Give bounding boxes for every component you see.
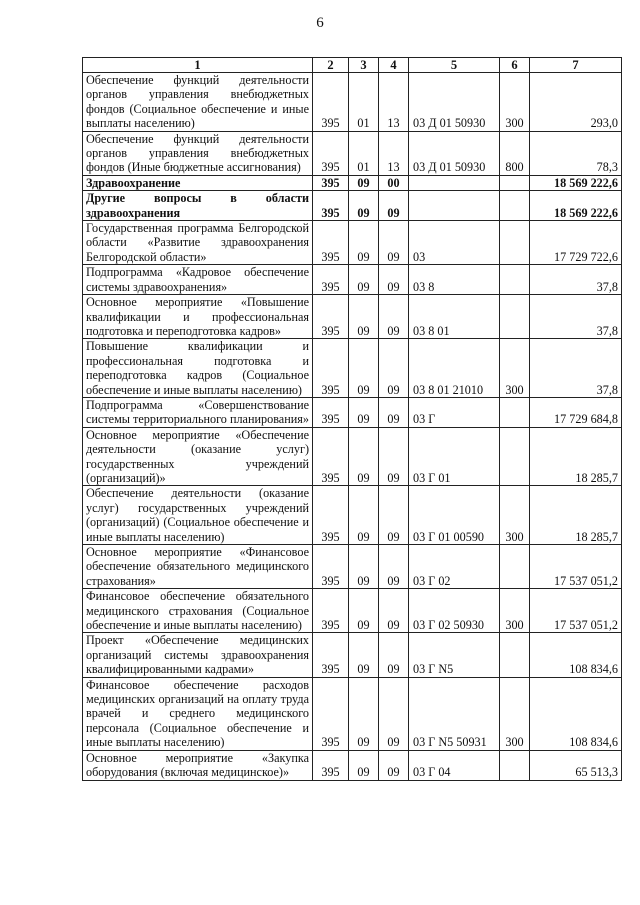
cell-c5 [409, 175, 500, 190]
table-row [83, 131, 622, 175]
cell-c5: 03 Г N5 50931 [409, 677, 500, 750]
cell-c3: 09 [349, 397, 379, 427]
table-row [83, 295, 622, 339]
cell-c6 [500, 175, 530, 190]
cell-name: Подпрограмма «Кадровое обеспечение системы здравоохранения» [83, 265, 313, 295]
cell-c6: 300 [500, 73, 530, 132]
cell-c2: 395 [313, 486, 349, 545]
cell-c6 [500, 750, 530, 780]
cell-c2: 395 [313, 131, 349, 175]
cell-name: Обеспечение функций деятельности органов управления внебюджетных фондов (Социальное обеспечение и иные выплаты населению) [83, 73, 313, 132]
cell-c4: 09 [379, 191, 409, 221]
cell-c3: 09 [349, 545, 379, 589]
cell-c6 [500, 397, 530, 427]
cell-c2: 395 [313, 633, 349, 677]
cell-c7: 65 513,3 [530, 750, 622, 780]
cell-c2: 395 [313, 265, 349, 295]
cell-c6: 300 [500, 486, 530, 545]
header-col-3: 3 [349, 58, 379, 73]
cell-name: Здравоохранение [83, 175, 313, 190]
table-row [83, 633, 622, 677]
cell-c7: 108 834,6 [530, 677, 622, 750]
cell-c4: 09 [379, 545, 409, 589]
page-number: 6 [316, 15, 324, 31]
cell-name: Основное мероприятие «Обеспечение деятельности (оказание услуг) государственных учреждений (организаций)» [83, 427, 313, 486]
cell-c2: 395 [313, 545, 349, 589]
cell-c6: 800 [500, 131, 530, 175]
cell-c4: 09 [379, 265, 409, 295]
cell-c5: 03 Г 01 00590 [409, 486, 500, 545]
cell-c5: 03 Г [409, 397, 500, 427]
cell-name: Подпрограмма «Совершенствование системы территориального планирования» [83, 397, 313, 427]
cell-c2: 395 [313, 397, 349, 427]
cell-c6 [500, 295, 530, 339]
cell-c7: 17 729 722,6 [530, 221, 622, 265]
cell-c5: 03 Г 04 [409, 750, 500, 780]
cell-c6: 300 [500, 589, 530, 633]
cell-c5: 03 Г 02 50930 [409, 589, 500, 633]
cell-c2: 395 [313, 677, 349, 750]
cell-c5: 03 8 01 [409, 295, 500, 339]
table-row [83, 589, 622, 633]
cell-c5: 03 Г 01 [409, 427, 500, 486]
cell-c3: 01 [349, 73, 379, 132]
cell-c3: 09 [349, 589, 379, 633]
cell-c7: 293,0 [530, 73, 622, 132]
cell-c2: 395 [313, 339, 349, 398]
cell-c6: 300 [500, 677, 530, 750]
cell-name: Другие вопросы в области здравоохранения [83, 191, 313, 221]
cell-c3: 09 [349, 339, 379, 398]
cell-c2: 395 [313, 73, 349, 132]
cell-c2: 395 [313, 750, 349, 780]
cell-c7: 78,3 [530, 131, 622, 175]
cell-c7: 18 569 222,6 [530, 191, 622, 221]
header-col-6: 6 [500, 58, 530, 73]
cell-c3: 09 [349, 750, 379, 780]
table-row [83, 265, 622, 295]
cell-c5: 03 8 01 21010 [409, 339, 500, 398]
cell-c5: 03 Г N5 [409, 633, 500, 677]
cell-c4: 09 [379, 339, 409, 398]
cell-c7: 17 537 051,2 [530, 545, 622, 589]
cell-c6 [500, 191, 530, 221]
cell-c3: 09 [349, 427, 379, 486]
cell-c2: 395 [313, 221, 349, 265]
header-col-5: 5 [409, 58, 500, 73]
cell-c6: 300 [500, 339, 530, 398]
table-row [83, 191, 622, 221]
cell-c5 [409, 191, 500, 221]
cell-name: Обеспечение деятельности (оказание услуг) государственных учреждений (организаций) (Социальное обеспечение и иные выплаты населению) [83, 486, 313, 545]
cell-c6 [500, 221, 530, 265]
cell-c3: 09 [349, 191, 379, 221]
cell-c2: 395 [313, 427, 349, 486]
cell-c4: 09 [379, 589, 409, 633]
header-col-4: 4 [379, 58, 409, 73]
cell-c6 [500, 633, 530, 677]
cell-c4: 13 [379, 131, 409, 175]
budget-table [82, 57, 622, 781]
cell-c6 [500, 427, 530, 486]
cell-c7: 17 729 684,8 [530, 397, 622, 427]
cell-c3: 09 [349, 175, 379, 190]
cell-c7: 17 537 051,2 [530, 589, 622, 633]
cell-c2: 395 [313, 295, 349, 339]
table-row [83, 73, 622, 132]
cell-c7: 37,8 [530, 265, 622, 295]
cell-c4: 09 [379, 221, 409, 265]
cell-c3: 09 [349, 486, 379, 545]
cell-c4: 09 [379, 677, 409, 750]
table-row [83, 397, 622, 427]
header-col-1: 1 [83, 58, 313, 73]
cell-c7: 37,8 [530, 295, 622, 339]
cell-c2: 395 [313, 589, 349, 633]
cell-name: Обеспечение функций деятельности органов управления внебюджетных фондов (Иные бюджетные ассигнования) [83, 131, 313, 175]
cell-name: Основное мероприятие «Финансовое обеспечение обязательного медицинского страхования» [83, 545, 313, 589]
header-col-7: 7 [530, 58, 622, 73]
cell-c3: 09 [349, 633, 379, 677]
cell-c6 [500, 545, 530, 589]
cell-c5: 03 Г 02 [409, 545, 500, 589]
cell-name: Повышение квалификации и профессиональная подготовка и переподготовка кадров (Социальное обеспечение и иные выплаты населению) [83, 339, 313, 398]
cell-c7: 18 569 222,6 [530, 175, 622, 190]
cell-c5: 03 Д 01 50930 [409, 131, 500, 175]
cell-c7: 18 285,7 [530, 427, 622, 486]
cell-name: Основное мероприятие «Закупка оборудования (включая медицинское)» [83, 750, 313, 780]
cell-name: Проект «Обеспечение медицинских организаций системы здравоохранения квалифицированными кадрами» [83, 633, 313, 677]
cell-c4: 09 [379, 750, 409, 780]
cell-c3: 01 [349, 131, 379, 175]
table-row [83, 677, 622, 750]
cell-c3: 09 [349, 677, 379, 750]
cell-c2: 395 [313, 191, 349, 221]
cell-c4: 09 [379, 633, 409, 677]
header-col-2: 2 [313, 58, 349, 73]
cell-c3: 09 [349, 295, 379, 339]
cell-c4: 13 [379, 73, 409, 132]
cell-c4: 09 [379, 397, 409, 427]
cell-name: Основное мероприятие «Повышение квалификации и профессиональная подготовка и переподготовка кадров» [83, 295, 313, 339]
table-row [83, 339, 622, 398]
cell-c5: 03 Д 01 50930 [409, 73, 500, 132]
cell-c7: 108 834,6 [530, 633, 622, 677]
cell-c4: 00 [379, 175, 409, 190]
header-row [83, 58, 622, 73]
cell-c6 [500, 265, 530, 295]
table-row [83, 221, 622, 265]
cell-c7: 37,8 [530, 339, 622, 398]
cell-c2: 395 [313, 175, 349, 190]
cell-c4: 09 [379, 486, 409, 545]
cell-c5: 03 8 [409, 265, 500, 295]
cell-name: Финансовое обеспечение расходов медицинских организаций на оплату труда врачей и среднего медицинского персонала (Социальное обеспечение и иные выплаты населению) [83, 677, 313, 750]
cell-c5: 03 [409, 221, 500, 265]
cell-name: Финансовое обеспечение обязательного медицинского страхования (Социальное обеспечение и иные выплаты населению) [83, 589, 313, 633]
table-row [83, 175, 622, 190]
cell-c4: 09 [379, 295, 409, 339]
cell-c3: 09 [349, 221, 379, 265]
cell-c4: 09 [379, 427, 409, 486]
cell-name: Государственная программа Белгородской области «Развитие здравоохранения Белгородской области» [83, 221, 313, 265]
table-row [83, 427, 622, 486]
cell-c3: 09 [349, 265, 379, 295]
cell-c7: 18 285,7 [530, 486, 622, 545]
table-row [83, 486, 622, 545]
table-row [83, 545, 622, 589]
table-row [83, 750, 622, 780]
